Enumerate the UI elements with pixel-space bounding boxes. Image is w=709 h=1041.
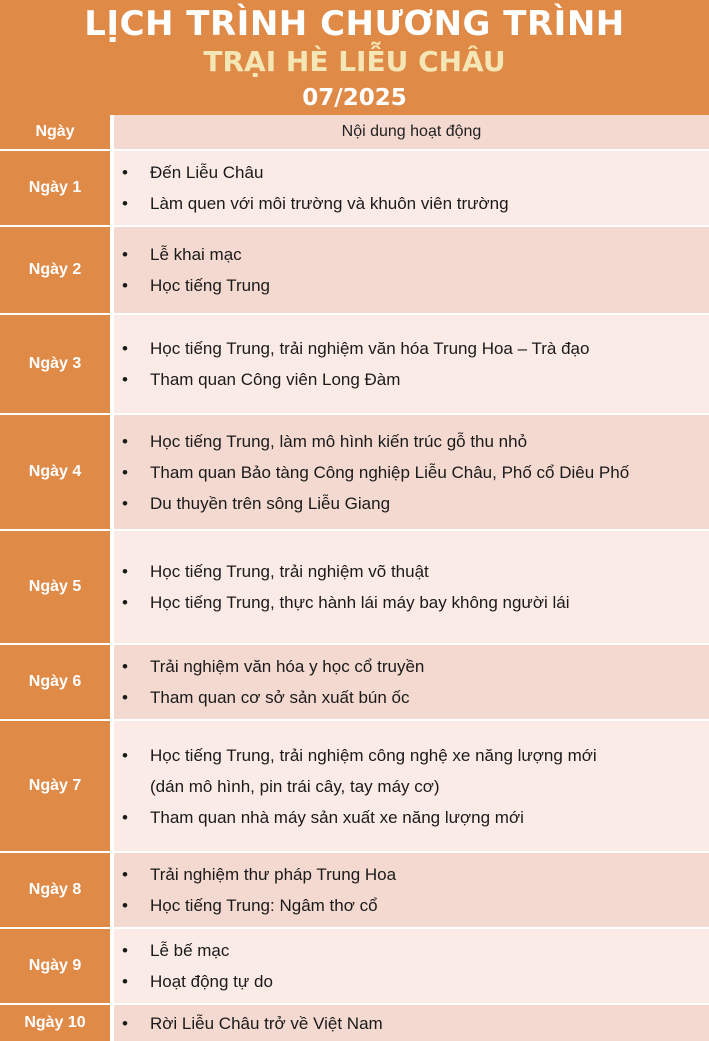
activity-list — [114, 239, 709, 301]
table-row — [0, 529, 709, 643]
activity-item-text: • Du thuyền trên sông Liễu Giang — [150, 493, 391, 513]
activity-item — [114, 556, 709, 587]
column-header-content: Nội dung hoạt động — [110, 115, 709, 149]
table-row — [0, 851, 709, 927]
activity-item — [114, 270, 709, 301]
activity-item — [114, 488, 709, 519]
activity-item-text: • Tham quan cơ sở sản xuất bún ốc — [150, 688, 410, 707]
activity-list — [114, 859, 709, 921]
activity-item — [114, 1008, 709, 1039]
activity-cell — [110, 531, 709, 643]
activity-item — [114, 859, 709, 890]
activity-item-text: • Tham quan Công viên Long Đàm — [150, 370, 401, 389]
day-label: Ngày 8 — [0, 853, 110, 927]
activity-list — [114, 556, 709, 618]
table-row — [0, 149, 709, 225]
activity-item-text: • Hoạt động tự do — [150, 972, 273, 991]
activity-item-text: • Tham quan Bảo tàng Công nghiệp Liễu Châu, Phố cổ Diêu Phố — [150, 462, 630, 482]
activity-list — [114, 935, 709, 997]
page-subtitle: TRẠI HÈ LIỄU CHÂU — [203, 45, 506, 78]
activity-item-text: • Học tiếng Trung: Ngâm thơ cổ — [150, 896, 378, 915]
day-label: Ngày 10 — [0, 1005, 110, 1041]
activity-cell — [110, 415, 709, 529]
activity-item — [114, 740, 709, 802]
table-row — [0, 1003, 709, 1041]
activity-item-text: • Học tiếng Trung, làm mô hình kiến trúc gỗ thu nhỏ — [150, 431, 528, 451]
table-row — [0, 225, 709, 313]
activity-item-text: • Học tiếng Trung, trải nghiệm võ thuật — [150, 562, 429, 581]
activity-item — [114, 333, 709, 364]
table-row — [0, 643, 709, 719]
table-row — [0, 719, 709, 851]
activity-list — [114, 740, 709, 833]
activity-cell — [110, 315, 709, 413]
day-label: Ngày 2 — [0, 227, 110, 313]
day-label: Ngày 6 — [0, 645, 110, 719]
day-label: Ngày 1 — [0, 151, 110, 225]
activity-item — [114, 426, 709, 457]
day-label: Ngày 5 — [0, 531, 110, 643]
activity-item — [114, 188, 709, 219]
activity-item-text: • Đến Liễu Châu — [150, 163, 264, 182]
activity-item-text: • Tham quan nhà máy sản xuất xe năng lượng mới — [150, 807, 524, 827]
activity-list — [114, 1008, 709, 1039]
activity-item — [114, 364, 709, 395]
table-header-row — [0, 115, 709, 149]
page-title: LỊCH TRÌNH CHƯƠNG TRÌNH — [84, 4, 625, 44]
activity-item-text: • Lễ bế mạc — [150, 941, 230, 960]
activity-item-text: • Trải nghiệm thư pháp Trung Hoa — [150, 865, 397, 884]
page-date: 07/2025 — [302, 85, 407, 111]
activity-cell — [110, 227, 709, 313]
activity-item — [114, 457, 709, 488]
activity-item — [114, 966, 709, 997]
day-label: Ngày 4 — [0, 415, 110, 529]
table-row — [0, 927, 709, 1003]
activity-item — [114, 682, 709, 713]
activity-cell — [110, 151, 709, 225]
activity-list — [114, 157, 709, 219]
activity-cell — [110, 645, 709, 719]
activity-item-text: • Rời Liễu Châu trở về Việt Nam — [150, 1013, 383, 1033]
day-label: Ngày 7 — [0, 721, 110, 851]
page-header — [0, 0, 709, 115]
activity-item — [114, 935, 709, 966]
activity-list — [114, 426, 709, 519]
activity-item — [114, 802, 709, 833]
activity-item — [114, 239, 709, 270]
table-row — [0, 313, 709, 413]
activity-item-text: • Trải nghiệm văn hóa y học cổ truyền — [150, 657, 425, 676]
activity-item-text: • Học tiếng Trung, trải nghiệm văn hóa Trung Hoa – Trà đạo — [150, 339, 590, 358]
day-label: Ngày 3 — [0, 315, 110, 413]
activity-item-text: • Học tiếng Trung, thực hành lái máy bay không người lái — [150, 593, 570, 612]
column-header-day: Ngày — [0, 115, 110, 149]
activity-cell — [110, 853, 709, 927]
activity-item-text: • Học tiếng Trung — [150, 276, 271, 295]
activity-item-text: • Làm quen với môi trường và khuôn viên trường — [150, 194, 509, 213]
activity-item — [114, 157, 709, 188]
activity-list — [114, 651, 709, 713]
activity-list — [114, 333, 709, 395]
activity-cell — [110, 1005, 709, 1041]
day-label: Ngày 9 — [0, 929, 110, 1003]
activity-item — [114, 651, 709, 682]
activity-item-continuation: (dán mô hình, pin trái cây, tay máy cơ) — [150, 776, 440, 796]
activity-item-text: • Lễ khai mạc — [150, 245, 242, 264]
table-row — [0, 413, 709, 529]
activity-item-text: • Học tiếng Trung, trải nghiệm công nghệ xe năng lượng mới — [150, 745, 597, 765]
activity-item — [114, 587, 709, 618]
activity-item — [114, 890, 709, 921]
schedule-table — [0, 115, 709, 1041]
activity-cell — [110, 929, 709, 1003]
activity-cell — [110, 721, 709, 851]
